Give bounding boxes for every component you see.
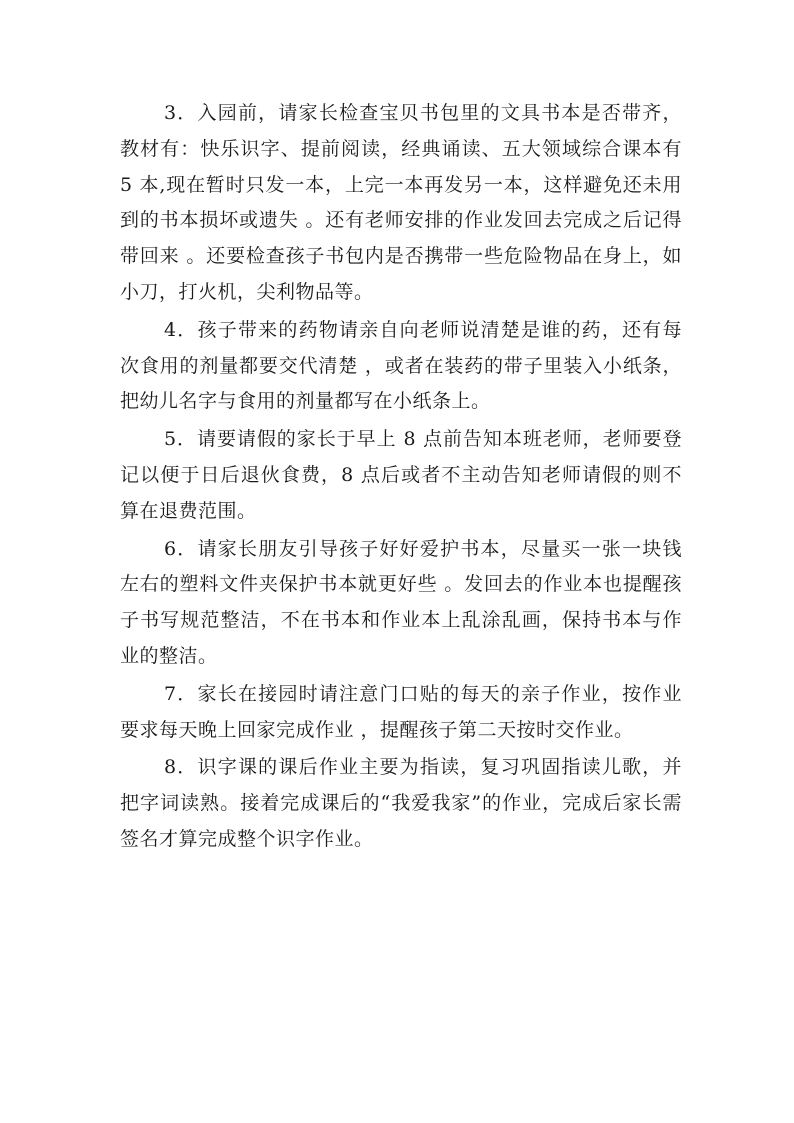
paragraph-6: 6．请家长朋友引导孩子好好爱护书本，尽量买一张一块钱左右的塑料文件夹保护书本就更好些 。发回去的作业本也提醒孩子书写规范整洁，不在书本和作业本上乱涂乱画，保持书本与作业的整洁。	[120, 537, 682, 667]
document-body	[120, 96, 682, 860]
paragraph-7: 7．家长在接园时请注意门口贴的每天的亲子作业，按作业要求每天晚上回家完成作业 ，提醒孩子第二天按时交作业。	[120, 682, 682, 741]
paragraph-5: 5．请要请假的家长于早上 8 点前告知本班老师，老师要登记以便于日后退伙食费，8 点后或者不主动告知老师请假的则不算在退费范围。	[120, 428, 682, 522]
paragraph-3: 3．入园前，请家长检查宝贝书包里的文具书本是否带齐，教材有：快乐识字、提前阅读，经典诵读、五大领域综合课本有 5 本,现在暂时只发一本，上完一本再发另一本，这样避免还未用到的书本损坏或遗失 。还有老师安排的作业发回去完成之后记得带回来 。还要检查孩子书包内是否携带一些危险物品在身上，如小刀，打火机，尖利物品等。	[120, 102, 682, 303]
paragraph-4: 4．孩子带来的药物请亲自向老师说清楚是谁的药，还有每次食用的剂量都要交代清楚 ，或者在装药的带子里装入小纸条，把幼儿名字与食用的剂量都写在小纸条上。	[120, 318, 682, 413]
paragraph-8: 8．识字课的课后作业主要为指读，复习巩固指读儿歌，并把字词读熟。接着完成课后的“我爱我家”的作业，完成后家长需签名才算完成整个识字作业。	[120, 756, 682, 850]
